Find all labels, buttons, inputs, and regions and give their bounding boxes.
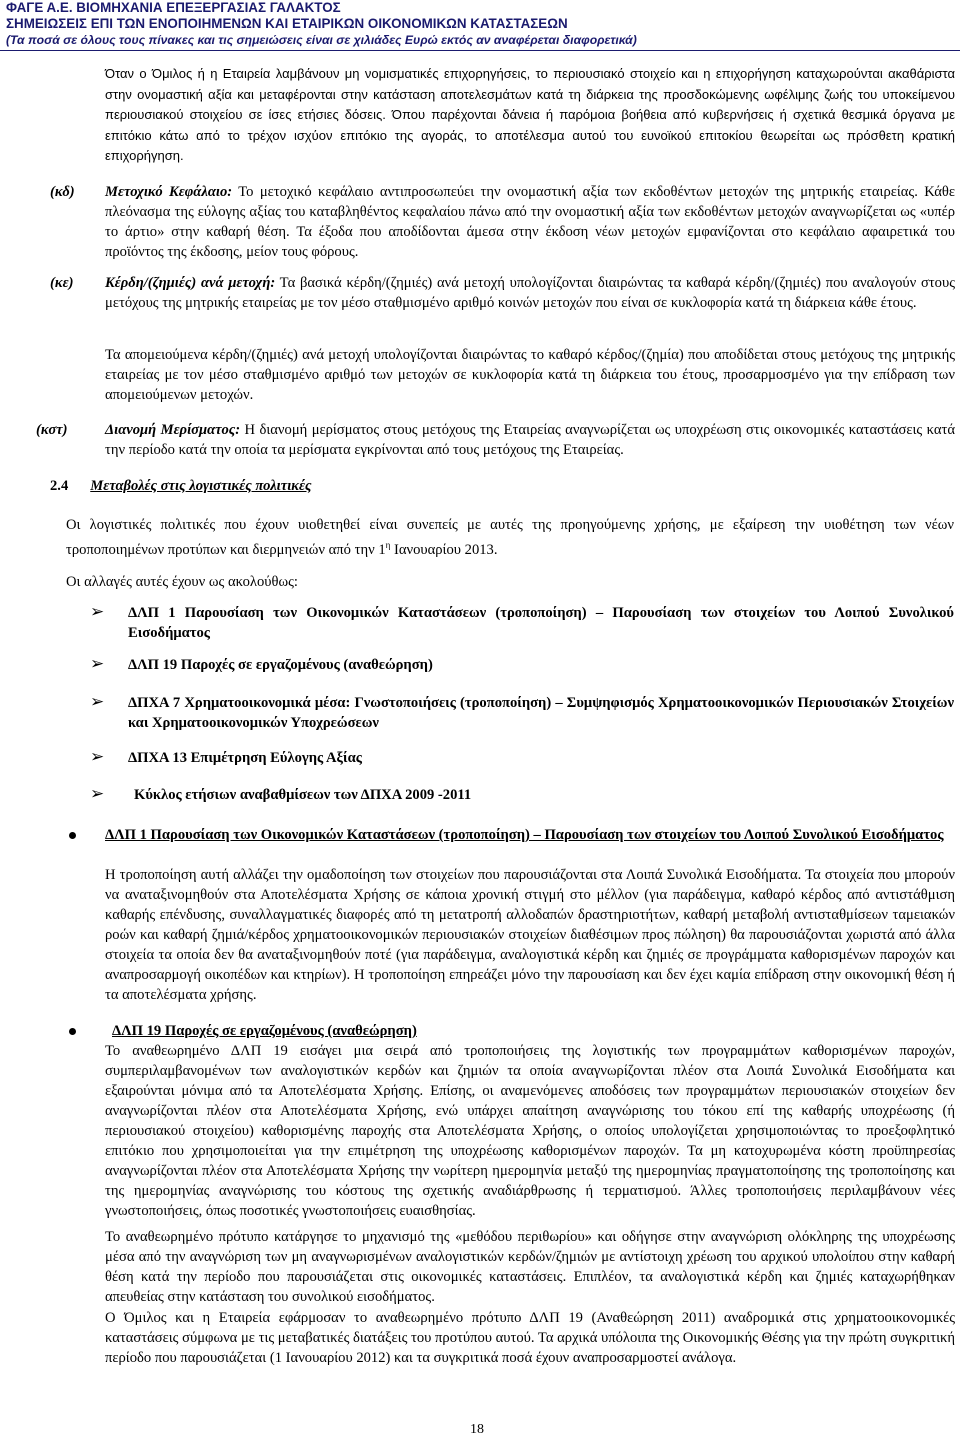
section-paragraph-1-sup: η — [385, 540, 391, 550]
document-header — [0, 0, 960, 48]
item-kd-title: Μετοχικό Κεφάλαιο: — [105, 184, 233, 200]
item-label-kd: (κδ) — [50, 184, 75, 200]
arrow-item-2: ΔΛΠ 19 Παροχές σε εργαζομένους (αναθεώρηση) — [128, 657, 433, 673]
section-paragraph-1 — [66, 515, 954, 560]
arrow-bullet-icon: ➢ — [90, 784, 105, 804]
arrow-item-5: Κύκλος ετήσιων αναβαθμίσεων των ΔΠΧΑ 2009 -2011 — [134, 787, 472, 803]
arrow-item-3: ΔΠΧΑ 7 Χρηματοοικονομικά μέσα: Γνωστοποιήσεις (τροποποίηση) – Συμψηφισμός Χρηματοοικονομικών Περιουσιακών Στοιχείων και Χρηματοοικονομικών Υποχρεώσεων — [128, 695, 954, 731]
section-paragraph-2: Οι αλλαγές αυτές έχουν ως ακολούθως: — [66, 574, 298, 590]
bullet-2-text-3: Ο Όμιλος και η Εταιρεία εφάρμοσαν το αναθεωρημένο πρότυπο ΔΛΠ 19 (Αναθεώρηση 2011) αναδρομικά στις χρηματοοικονομικές καταστάσεις σύμφωνα με τις μεταβατικές διατάξεις του προτύπου αυτού. Τα αρχικά υπόλοιπα της Οικονομικής Θέσης για την πρώτη συγκριτική περίοδο που παρουσιάζεται (1 Ιανουαρίου 2012) και τα συγκριτικά ποσά έχουν αναπροσαρμοστεί ανάλογα. — [105, 1310, 955, 1366]
item-label-kst: (κστ) — [36, 422, 68, 438]
item-ke-text: Τα βασικά κέρδη/(ζημιές) ανά μετοχή υπολογίζονται διαιρώντας τα καθαρά κέρδη/(ζημιές) που αναλογούν στους μετόχους της μητρικής εταιρείας με τον μέσο σταθμισμένο αριθμό κοινών μετοχών που είναι σε κυκλοφορία κατά τη διάρκεια κάθε έτους. — [105, 275, 955, 311]
bullet-1-title — [105, 825, 955, 845]
item-kst-text: Η διανομή μερίσματος στους μετόχους της Εταιρείας αναγνωρίζεται ως υποχρέωση στις οικονομικές καταστάσεις κατά την περίοδο κατά την οποία τα μερίσματα εγκρίνονται από τους μετόχους της Εταιρείας. — [105, 422, 955, 458]
item-ke-paragraph-2: Τα απομειούμενα κέρδη/(ζημιές) ανά μετοχή υπολογίζονται διαιρώντας το καθαρό κέρδος/(ζημία) που αποδίδεται στους μετόχους της μητρικής εταιρείας με τον μέσο σταθμισμένο αριθμό των μετοχών σε κυκλοφορία κατά τη διάρκεια του έτους, προσαρμοσμένο για την επίδραση των απομειούμενων μετοχών. — [105, 347, 955, 403]
bullet-2-title-text: ΔΛΠ 19 Παροχές σε εργαζομένους (αναθεώρηση) — [112, 1023, 417, 1039]
header-notes-title: ΣΗΜΕΙΩΣΕΙΣ ΕΠΙ ΤΩΝ ΕΝΟΠΟΙΗΜΕΝΩΝ ΚΑΙ ΕΤΑΙΡΙΚΩΝ ΟΙΚΟΝΟΜΙΚΩΝ ΚΑΤΑΣΤΑΣΕΩΝ — [6, 16, 568, 31]
section-paragraph-1-text: Οι λογιστικές πολιτικές που έχουν υιοθετηθεί είναι συνεπείς με αυτές της προηγούμενης χρήσης, με εξαίρεση την υιοθέτηση των νέων τροποποιημένων προτύπων και διερμηνειών από την 1 — [66, 517, 954, 558]
bullet-1-text: Η τροποποίηση αυτή αλλάζει την ομαδοποίηση των στοιχείων που παρουσιάζονται στα Λοιπά Συνολικά Εισοδήματα. Τα στοιχεία που μπορούν να αναταξινομηθούν στα Αποτελέσματα Χρήσης σε κάποια χρονική στιγμή στο μέλλον (για παράδειγμα, καθαρό κέρδος από αντιστάθμιση καθαρής επένδυσης, συναλλαγματικές διαφορές από τη μετατροπή αλλοδαπών δραστηριοτήτων, καθαρή μεταβολή αντισταθμίσεων ταμειακών ροών και καθαρή ζημιά/κέρδος χρηματοοικονομικών περιουσιακών στοιχείων διαθέσιμων προς πώληση) θα παρουσιάζονται χωριστά από άλλα στοιχεία τα οποία δεν θα αναταξινομηθούν ποτέ (για παράδειγμα, αναλογιστικά κέρδη και ζημιές σε προγράμματα καθορισμένων παροχών και αναπροσαρμογή οικοπέδων και κτηρίων). Η τροποποίηση επηρεάζει μόνο την παρουσίαση και δεν έχει καμία επίδραση στην οικονομική θέση ή τα αποτελέσματα χρήσης. — [105, 867, 955, 1003]
intro-paragraph: Όταν ο Όμιλος ή η Εταιρεία λαμβάνουν μη νομισματικές επιχορηγήσεις, το περιουσιακό στοιχείο και η επιχορήγηση καταχωρούνται ακαθάριστα στην ονομαστική αξία και μεταφέρονται στην κατάσταση αποτελεσμάτων κατά τη διάρκεια της προσδοκώμενης ωφέλιμης ζωής του υποκείμενου περιουσιακού στοιχείου σε ίσες ετήσιες δόσεις. Όπου παρέχονται δάνεια ή παρόμοια βοήθεια από κυβερνήσεις ή σχετικά θεσμικά όργανα με επιτόκιο κάτω από το τρέχον ισχύον επιτόκιο της αγοράς, το αποτέλεσμα αυτού του ευνοϊκού επιτοκίου θεωρείται ως πρόσθετη κρατική επιχορήγηση. — [105, 66, 955, 163]
header-divider — [0, 50, 960, 51]
arrow-bullet-icon: ➢ — [90, 747, 105, 767]
item-kst-paragraph — [105, 420, 955, 460]
item-ke-paragraph — [105, 273, 955, 313]
item-kd-paragraph — [105, 182, 955, 262]
section-title: Μεταβολές στις λογιστικές πολιτικές — [90, 478, 312, 494]
bullet-1-title-text: ΔΛΠ 1 Παρουσίαση των Οικονομικών Καταστάσεων (τροποποίηση) – Παρουσίαση των στοιχείων του Λοιπού Συνολικού Εισοδήματος — [105, 827, 944, 843]
item-kst-title: Διανομή Μερίσματος: — [105, 422, 241, 438]
bullet-2-text-2: Το αναθεωρημένο πρότυπο κατάργησε το μηχανισμό της «μεθόδου περιθωρίου» και οδήγησε στην αναγνώριση ολόκληρης της υποχρέωσης μέσα από την αναγνώριση των μη αναγνωρισμένων αναλογιστικών κερδών/ζημιών με αντίστοιχη χρέωση του αρχικού υπολοίπου στην καθαρή θέση κατά την περίοδο που παρουσιάζεται στις οικονομικές καταστάσεις. Επιπλέον, τα αναλογιστικά κέρδη και ζημιές καταχωρήθηκαν απευθείας στην κατάσταση του συνολικού εισοδήματος. — [105, 1229, 955, 1305]
arrow-item-4: ΔΠΧΑ 13 Επιμέτρηση Εύλογης Αξίας — [128, 750, 362, 766]
section-paragraph-1-end: Ιανουαρίου 2013. — [390, 541, 498, 558]
bullet-2-text: Το αναθεωρημένο ΔΛΠ 19 εισάγει μια σειρά από τροποποιήσεις της λογιστικής των προγραμμάτων καθορισμένων παροχών, συμπεριλαμβανομένων των αναλογιστικών κερδών και ζημιών τα οποία αναγνωρίζονται πλέον στα Λοιπά Συνολικά Εισοδήματα και εξαιρούνται μόνιμα από τα Αποτελέσματα Χρήσης. Επίσης, οι αναμενόμενες αποδόσεις των προγραμμάτων περιουσιακών στοιχείων δεν αναγνωρίζονται πλέον στα Αποτελέσματα Χρήσης, ενώ υπάρχει απαίτηση αναγνώρισης του τόκου επί της καθαρής υποχρέωσης (ή περιουσιακού στοιχείου) καθορισμένης παροχής στα Αποτελέσματα Χρήσης, ο οποίος υπολογίζεται χρησιμοποιώντας το προεξοφλητικό επιτόκιο που χρησιμοποιείται για την επιμέτρηση της υποχρέωσης καθορισμένων παροχών. Τα μη κατοχυρωμένα κόστη προϋπηρεσίας αναγνωρίζονται πλέον στα Αποτελέσματα Χρήσης την νωρίτερη ημερομηνία μεταξύ της ημερομηνίας πραγματοποίησης της τροποποίησης και της ημερομηνίας αναγνώρισης του κόστους της σχετικής αναδιάρθρωσης ή τερματισμού. Άλλες τροποποιήσεις περιλαμβάνουν νέες γνωστοποιήσεις, όπως ποσοτικές γνωστοποιήσεις ευαισθησίας. — [105, 1043, 955, 1219]
page-number: 18 — [470, 1422, 484, 1437]
section-heading — [50, 476, 950, 496]
arrow-item-1: ΔΛΠ 1 Παρουσίαση των Οικονομικών Καταστάσεων (τροποποίηση) – Παρουσίαση των στοιχείων του Λοιπού Συνολικού Εισοδήματος — [128, 605, 954, 641]
bullet-2-title — [112, 1021, 955, 1041]
header-company: ΦΑΓΕ Α.Ε. ΒΙΟΜΗΧΑΝΙΑ ΕΠΕΞΕΡΓΑΣΙΑΣ ΓΑΛΑΚΤΟΣ — [6, 0, 341, 15]
arrow-bullet-icon: ➢ — [90, 654, 105, 674]
header-amounts-note: (Τα ποσά σε όλους τους πίνακες και τις σημειώσεις είναι σε χιλιάδες Ευρώ εκτός αν αναφέρεται διαφορετικά) — [6, 33, 637, 47]
arrow-bullet-icon: ➢ — [90, 602, 105, 622]
bullet-dot-icon — [69, 1028, 76, 1035]
item-ke-title: Κέρδη/(ζημιές) ανά μετοχή: — [105, 275, 276, 291]
bullet-dot-icon — [69, 832, 76, 839]
item-kd-text: Το μετοχικό κεφάλαιο αντιπροσωπεύει την ονομαστική αξία των εκδοθέντων μετοχών της μητρικής εταιρείας. Κάθε πλεόνασμα της εύλογης αξίας του καταβληθέντος κεφαλαίου πάνω από την ονομαστική αξία των εκδοθέντων μετοχών αναγνωρίζεται ως «υπέρ το άρτιο» στην καθαρή θέση. Τα έξοδα που αποδίδονται άμεσα στην έκδοση νέων μετοχών εμφανίζονται στο κεφάλαιο αφαιρετικά του προϊόντος της έκδοσης, μείον τους φόρους. — [105, 184, 955, 260]
section-number: 2.4 — [50, 478, 69, 494]
item-label-ke: (κε) — [50, 275, 74, 291]
arrow-bullet-icon: ➢ — [90, 692, 105, 712]
